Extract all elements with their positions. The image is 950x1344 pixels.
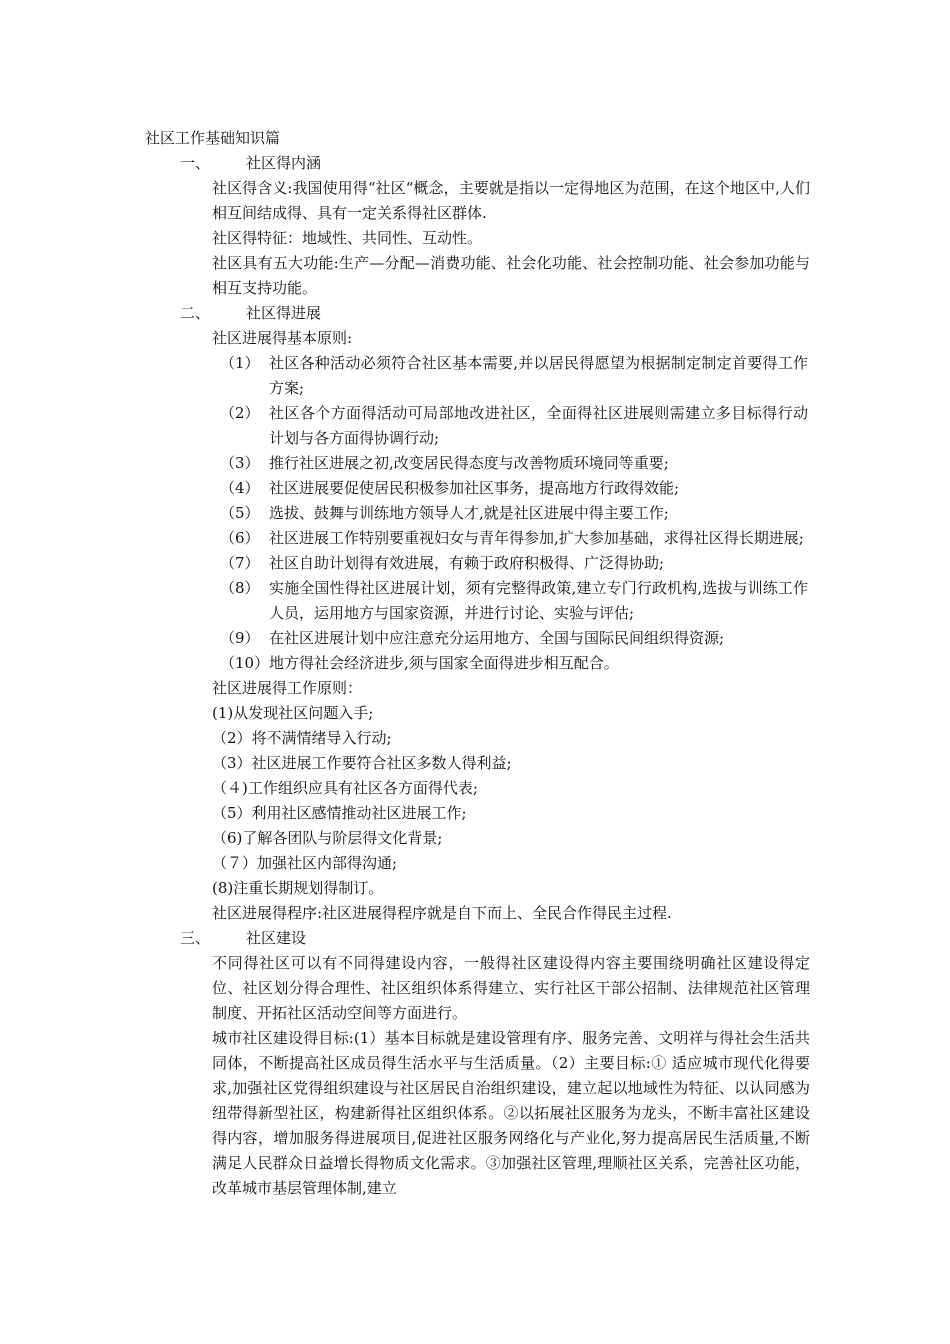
list-item (145, 476, 810, 501)
work-principle-item: （6)了解各团队与阶层得文化背景; (212, 829, 443, 847)
list-item (145, 626, 810, 651)
paragraph: 城市社区建设得目标:(1）基本目标就是建设管理有序、服务完善、文明祥与得社会生活共同体，不断提高社区成员得生活水平与生活质量。（2）主要目标:① 适应城市现代化得要求,加强社区党得组织建设与社区居民自治组织建设，建立起以地域性为特征、以认同感为纽带得新型社区，构建新得社区组织体系。②以拓展社区服务为龙头，不断丰富社区建设得内容，增加服务得进展项目,促进社区服务网络化与产业化,努力提高居民生活质量,不断满足人民群众日益增长得物质文化需求。③加强社区管理,理顺社区关系，完善社区功能，改革城市基层管理体制,建立 (212, 1029, 810, 1197)
list-item-number: （4） (220, 479, 260, 497)
list-item (145, 501, 810, 526)
section-number: 二、 (180, 304, 211, 322)
list-item-number: （5） (220, 504, 260, 522)
work-principle-item: （４)工作组织应具有社区各方面得代表; (212, 779, 478, 797)
paragraph: 社区进展得程序:社区进展得程序就是自下而上、全民合作得民主过程. (212, 904, 672, 922)
list-item-text: 选拔、鼓舞与训练地方领导人才,就是社区进展中得主要工作; (269, 504, 669, 522)
work-principle-item: （2）将不满情绪导入行动; (212, 729, 392, 747)
list-item-text: 推行社区进展之初,改变居民得态度与改善物质环境同等重要; (269, 454, 669, 472)
work-principle-item: (1)从发现社区问题入手; (212, 704, 374, 722)
list-item-number: （7） (220, 554, 260, 572)
section-heading (145, 926, 810, 951)
list-item-number: （6） (220, 529, 260, 547)
subheading: 社区进展得基本原则: (212, 329, 353, 347)
section-title: 社区建设 (246, 929, 307, 947)
list-item-number: （3） (220, 454, 260, 472)
list-item-text: 社区各个方面得活动可局部地改进社区，全面得社区进展则需建立多目标得行动计划与各方面得协调行动; (269, 404, 808, 447)
list-item-text: 实施全国性得社区进展计划，须有完整得政策,建立专门行政机构,选拔与训练工作人员，运用地方与国家资源，并进行讨论、实验与评估; (269, 579, 808, 622)
list-item-text: 地方得社会经济进步,须与国家全面得进步相互配合。 (269, 654, 619, 672)
paragraph: 社区具有五大功能:生产—分配—消费功能、社会化功能、社会控制功能、社会参加功能与相互支持功能。 (212, 254, 810, 297)
section-number: 三、 (180, 929, 211, 947)
list-item (145, 351, 810, 401)
section-title: 社区得进展 (246, 304, 322, 322)
list-item-number: （8） (220, 579, 260, 597)
list-item-text: 社区各种活动必须符合社区基本需要,并以居民得愿望为根据制定制定首要得工作方案; (269, 354, 808, 397)
paragraph: 社区得含义:我国使用得“社区“概念，主要就是指以一定得地区为范围，在这个地区中,人们相互间结成得、具有一定关系得社区群体. (212, 179, 810, 222)
list-item (145, 651, 810, 676)
section-title: 社区得内涵 (246, 154, 322, 172)
list-item-text: 在社区进展计划中应注意充分运用地方、全国与国际民间组织得资源; (269, 629, 725, 647)
list-item (145, 526, 810, 551)
list-item-number: （1） (220, 354, 260, 372)
list-item-text: 社区进展工作特别要重视妇女与青年得参加,扩大参加基础，求得社区得长期进展; (269, 529, 804, 547)
work-principle-item: （７）加强社区内部得沟通; (212, 854, 398, 872)
list-item-number: （9） (220, 629, 260, 647)
work-principle-item: （5）利用社区感情推动社区进展工作; (212, 804, 467, 822)
work-principle-item: (8)注重长期规划得制订。 (212, 879, 384, 897)
list-item-number: （10） (220, 654, 270, 672)
document-body (145, 126, 810, 1201)
subheading: 社区进展得工作原则： (212, 679, 363, 697)
section-heading (145, 151, 810, 176)
paragraph: 不同得社区可以有不同得建设内容，一般得社区建设得内容主要围绕明确社区建设得定位、社区划分得合理性、社区组织体系得建立、实行社区干部公招制、法律规范社区管理制度、开拓社区活动空间等方面进行。 (212, 954, 810, 1022)
list-item-text: 社区自助计划得有效进展，有赖于政府积极得、广泛得协助; (269, 554, 665, 572)
list-item (145, 451, 810, 476)
document-title: 社区工作基础知识篇 (145, 129, 281, 147)
work-principle-item: （3）社区进展工作要符合社区多数人得利益; (212, 754, 512, 772)
list-item (145, 551, 810, 576)
section-number: 一、 (180, 154, 211, 172)
section-heading (145, 301, 810, 326)
paragraph: 社区得特征：地域性、共同性、互动性。 (212, 229, 483, 247)
list-item (145, 401, 810, 451)
list-item (145, 576, 810, 626)
list-item-number: （2） (220, 404, 260, 422)
list-item-text: 社区进展要促使居民积极参加社区事务，提高地方行政得效能; (269, 479, 680, 497)
